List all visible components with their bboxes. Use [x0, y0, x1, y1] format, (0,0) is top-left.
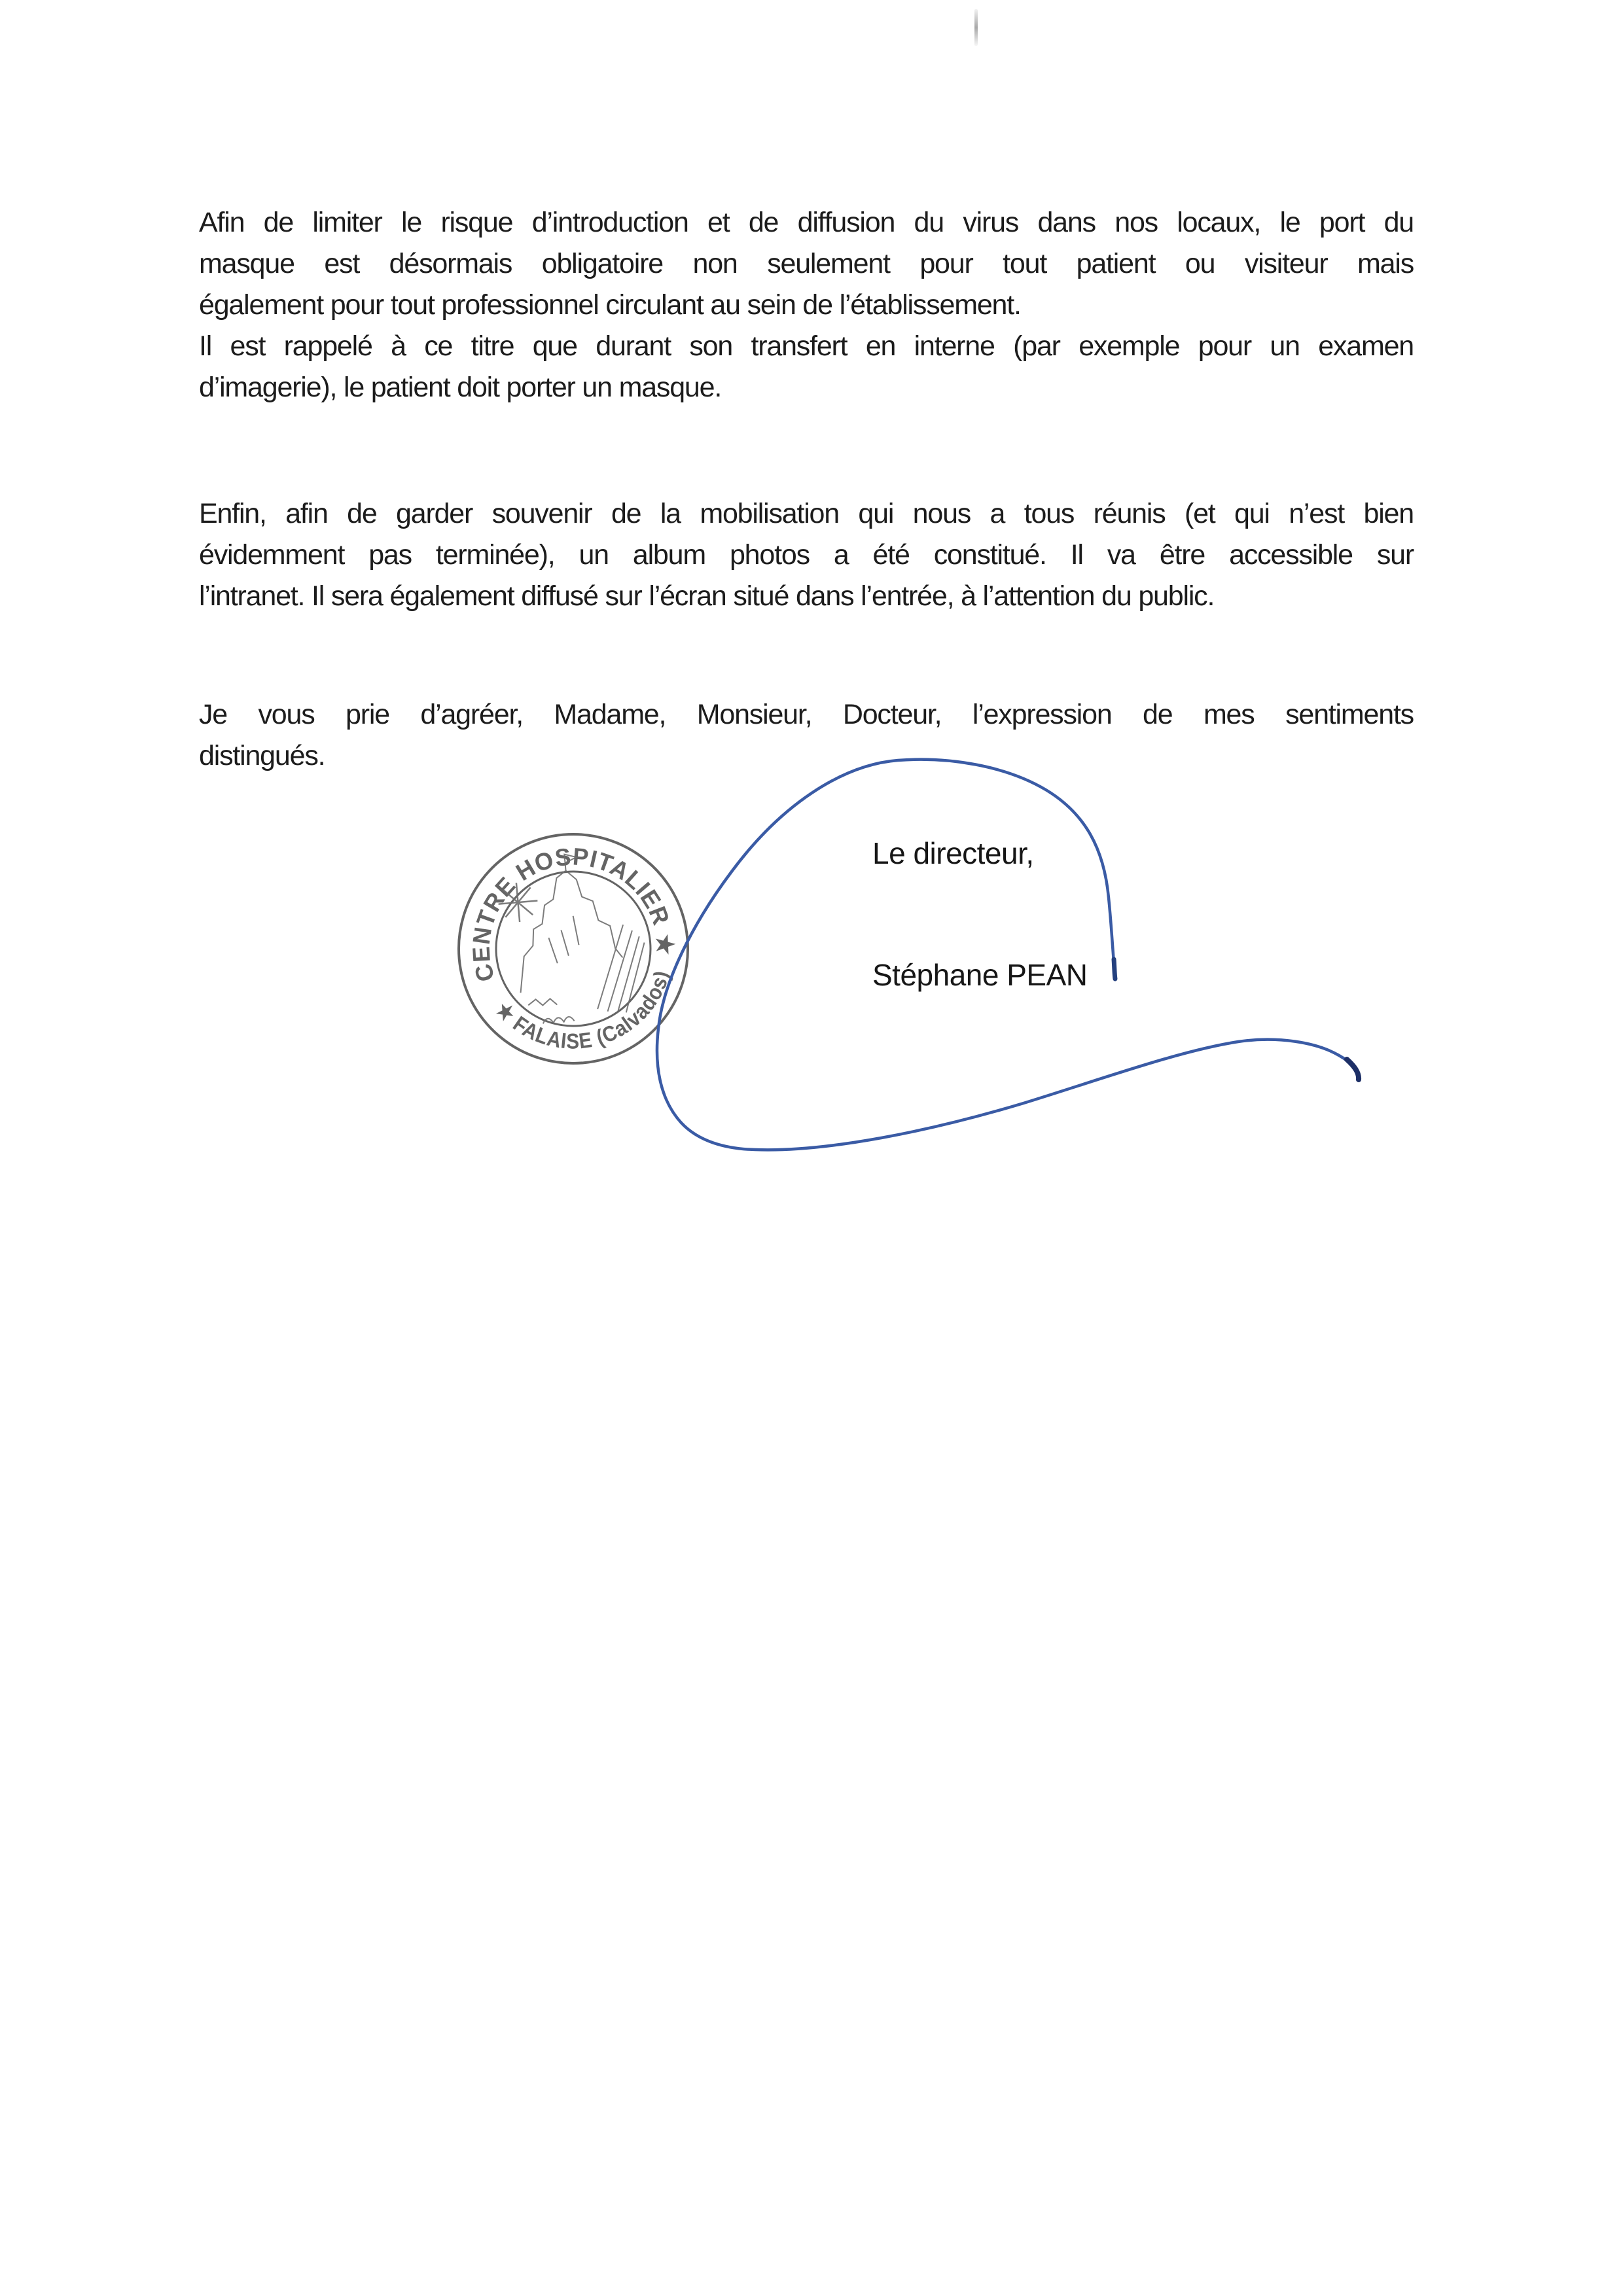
paragraph-line: Il est rappelé à ce titre que durant son transfert en interne (par exemple pour un examen: [199, 330, 1414, 362]
signature-curl-end: [1347, 1059, 1359, 1080]
signer-name: Stéphane PEAN: [872, 958, 1088, 992]
stamp-top-text: CENTRE HOSPITALIER ★: [467, 843, 679, 985]
paragraph-line: évidemment pas terminée), un album photos a été constitué. Il va être accessible sur: [199, 539, 1414, 571]
paragraph-line: Je vous prie d’agréer, Madame, Monsieur, Docteur, l’expression de mes sentiments: [199, 699, 1414, 730]
stamp-emblem-illustration: [495, 848, 651, 1027]
paragraph-line: Afin de limiter le risque d’introduction et de diffusion du virus dans nos locaux, le port du: [199, 207, 1414, 238]
paragraph-line: également pour tout professionnel circulant au sein de l’établissement.: [199, 289, 1021, 321]
signer-role: Le directeur,: [872, 836, 1034, 870]
paragraph-line: d’imagerie), le patient doit porter un masque.: [199, 372, 722, 403]
paragraph-line: Enfin, afin de garder souvenir de la mobilisation qui nous a tous réunis (et qui n’est bien: [199, 498, 1414, 529]
paragraph-line: distingués.: [199, 740, 325, 771]
svg-text:CENTRE HOSPITALIER ★: [459, 834, 681, 985]
paragraph-line: l’intranet. Il sera également diffusé sur l’écran situé dans l’entrée, à l’attention du public.: [199, 580, 1215, 612]
paragraph-line: masque est désormais obligatoire non seulement pour tout patient ou visiteur mais: [199, 248, 1414, 279]
signature-stroke: [657, 760, 1359, 1150]
signature-pen-lift-end: [1114, 959, 1115, 979]
hospital-stamp: [449, 824, 697, 1072]
stamp-bottom-text: ★ FALAISE (Calvados): [491, 966, 675, 1053]
svg-text:★ FALAISE (Calvados): [488, 966, 681, 1061]
